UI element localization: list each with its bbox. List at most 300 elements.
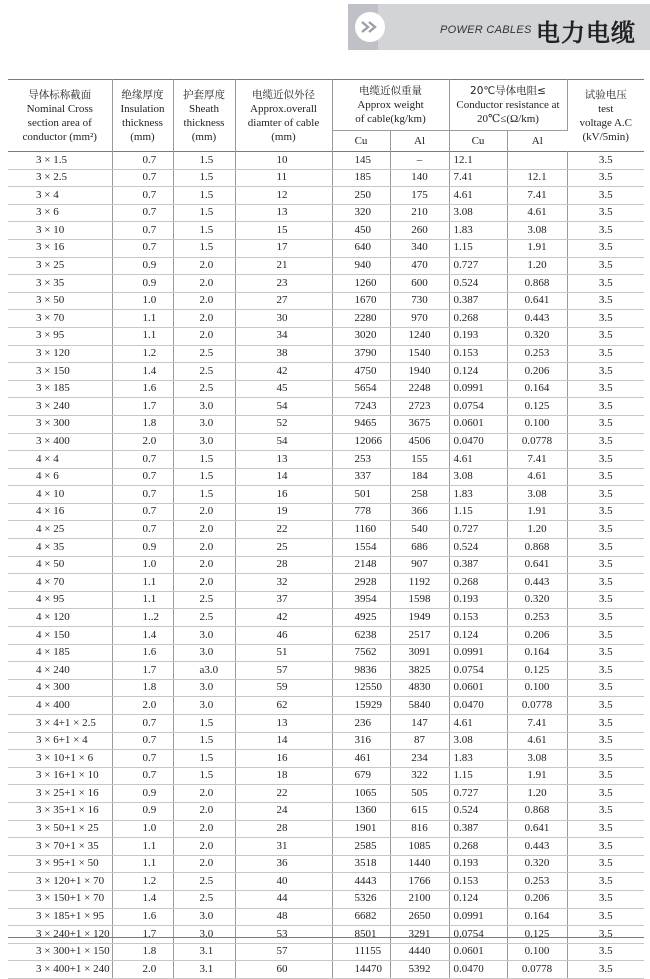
cell-test-voltage: 3.5 bbox=[567, 943, 644, 961]
cell-resistance-cu: 1.15 bbox=[449, 767, 507, 785]
cell-weight-al: 3675 bbox=[390, 415, 449, 433]
cell-weight-al: 600 bbox=[390, 275, 449, 293]
cell-weight-al: 322 bbox=[390, 767, 449, 785]
banner-subtitle: POWER CABLES bbox=[440, 24, 532, 36]
table-row bbox=[8, 539, 644, 557]
cell-insulation: 0.9 bbox=[112, 257, 173, 275]
cell-weight-al: 1949 bbox=[390, 609, 449, 627]
cell-resistance-al: 0.253 bbox=[507, 873, 567, 891]
table-row bbox=[8, 926, 644, 944]
cell-insulation: 1..2 bbox=[112, 609, 173, 627]
table-row bbox=[8, 591, 644, 609]
cell-resistance-al: 4.61 bbox=[507, 204, 567, 222]
cell-resistance-al: 0.100 bbox=[507, 679, 567, 697]
cell-resistance-cu: 0.0470 bbox=[449, 697, 507, 715]
cell-test-voltage: 3.5 bbox=[567, 169, 644, 187]
cell-resistance-al: 1.91 bbox=[507, 503, 567, 521]
cell-insulation: 1.2 bbox=[112, 345, 173, 363]
table-row bbox=[8, 451, 644, 469]
cell-conductor-area: 3 × 6 bbox=[8, 204, 112, 222]
cell-weight-cu: 7562 bbox=[332, 644, 390, 662]
cell-weight-al: 155 bbox=[390, 451, 449, 469]
cell-insulation: 1.6 bbox=[112, 644, 173, 662]
table-row bbox=[8, 486, 644, 504]
table-row bbox=[8, 239, 644, 257]
cell-weight-cu: 461 bbox=[332, 750, 390, 768]
cell-test-voltage: 3.5 bbox=[567, 363, 644, 381]
cell-weight-cu: 236 bbox=[332, 715, 390, 733]
cell-insulation: 0.7 bbox=[112, 169, 173, 187]
cell-conductor-area: 3 × 400 bbox=[8, 433, 112, 451]
cell-resistance-cu: 0.193 bbox=[449, 591, 507, 609]
cell-resistance-al: 7.41 bbox=[507, 715, 567, 733]
cell-diameter: 17 bbox=[235, 239, 332, 257]
cell-test-voltage: 3.5 bbox=[567, 961, 644, 979]
cell-weight-al: – bbox=[390, 152, 449, 170]
cell-resistance-cu: 0.268 bbox=[449, 310, 507, 328]
cell-resistance-al: 0.206 bbox=[507, 890, 567, 908]
cell-insulation: 0.7 bbox=[112, 204, 173, 222]
cell-sheath: 3.0 bbox=[173, 908, 235, 926]
cell-sheath: 2.0 bbox=[173, 521, 235, 539]
cell-test-voltage: 3.5 bbox=[567, 732, 644, 750]
cell-weight-al: 1940 bbox=[390, 363, 449, 381]
cell-weight-cu: 4750 bbox=[332, 363, 390, 381]
cell-insulation: 0.9 bbox=[112, 785, 173, 803]
cell-sheath: 1.5 bbox=[173, 451, 235, 469]
cell-sheath: 3.0 bbox=[173, 627, 235, 645]
cell-resistance-cu: 1.15 bbox=[449, 503, 507, 521]
table-row bbox=[8, 802, 644, 820]
cell-weight-al: 470 bbox=[390, 257, 449, 275]
cell-test-voltage: 3.5 bbox=[567, 926, 644, 944]
cell-sheath: 1.5 bbox=[173, 152, 235, 170]
cell-weight-cu: 1160 bbox=[332, 521, 390, 539]
cell-insulation: 0.9 bbox=[112, 802, 173, 820]
cell-resistance-cu: 0.0754 bbox=[449, 662, 507, 680]
cell-test-voltage: 3.5 bbox=[567, 750, 644, 768]
cell-resistance-cu: 1.83 bbox=[449, 486, 507, 504]
cell-weight-al: 1192 bbox=[390, 574, 449, 592]
cell-sheath: 2.0 bbox=[173, 820, 235, 838]
cell-weight-al: 175 bbox=[390, 187, 449, 205]
cell-test-voltage: 3.5 bbox=[567, 310, 644, 328]
cell-weight-al: 907 bbox=[390, 556, 449, 574]
cell-sheath: 3.1 bbox=[173, 961, 235, 979]
table-row bbox=[8, 433, 644, 451]
cell-resistance-al: 1.91 bbox=[507, 767, 567, 785]
cell-weight-cu: 5654 bbox=[332, 380, 390, 398]
cell-insulation: 1.6 bbox=[112, 380, 173, 398]
cell-weight-cu: 3518 bbox=[332, 855, 390, 873]
cell-diameter: 16 bbox=[235, 486, 332, 504]
cell-resistance-al: 7.41 bbox=[507, 187, 567, 205]
cell-conductor-area: 3 × 70 bbox=[8, 310, 112, 328]
table-row bbox=[8, 838, 644, 856]
cell-test-voltage: 3.5 bbox=[567, 662, 644, 680]
cell-diameter: 62 bbox=[235, 697, 332, 715]
cell-test-voltage: 3.5 bbox=[567, 451, 644, 469]
cell-resistance-al: 0.868 bbox=[507, 275, 567, 293]
cell-conductor-area: 4 × 95 bbox=[8, 591, 112, 609]
cell-weight-cu: 12550 bbox=[332, 679, 390, 697]
cell-conductor-area: 3 × 240 bbox=[8, 398, 112, 416]
cell-resistance-al: 0.125 bbox=[507, 926, 567, 944]
cell-diameter: 14 bbox=[235, 732, 332, 750]
cell-test-voltage: 3.5 bbox=[567, 591, 644, 609]
cell-weight-cu: 6682 bbox=[332, 908, 390, 926]
table-row bbox=[8, 715, 644, 733]
cell-conductor-area: 3 × 4 bbox=[8, 187, 112, 205]
cell-conductor-area: 4 × 185 bbox=[8, 644, 112, 662]
cell-resistance-cu: 0.727 bbox=[449, 521, 507, 539]
cell-diameter: 13 bbox=[235, 451, 332, 469]
cell-test-voltage: 3.5 bbox=[567, 468, 644, 486]
cell-resistance-cu: 0.387 bbox=[449, 556, 507, 574]
cell-insulation: 1.8 bbox=[112, 943, 173, 961]
cell-diameter: 42 bbox=[235, 609, 332, 627]
cell-weight-cu: 337 bbox=[332, 468, 390, 486]
cell-conductor-area: 3 × 2.5 bbox=[8, 169, 112, 187]
cell-sheath: 2.0 bbox=[173, 327, 235, 345]
cell-sheath: 1.5 bbox=[173, 715, 235, 733]
table-row bbox=[8, 275, 644, 293]
cell-conductor-area: 3 × 300 bbox=[8, 415, 112, 433]
cell-resistance-cu: 0.727 bbox=[449, 257, 507, 275]
cell-weight-cu: 15929 bbox=[332, 697, 390, 715]
cell-diameter: 40 bbox=[235, 873, 332, 891]
cell-weight-al: 4506 bbox=[390, 433, 449, 451]
cell-diameter: 54 bbox=[235, 398, 332, 416]
cell-conductor-area: 3 × 150+1 × 70 bbox=[8, 890, 112, 908]
cell-conductor-area: 4 × 50 bbox=[8, 556, 112, 574]
cell-test-voltage: 3.5 bbox=[567, 257, 644, 275]
cell-insulation: 1.7 bbox=[112, 398, 173, 416]
header-resistance-al: Al bbox=[507, 131, 567, 152]
table-row bbox=[8, 750, 644, 768]
cell-weight-al: 340 bbox=[390, 239, 449, 257]
cell-conductor-area: 3 × 120+1 × 70 bbox=[8, 873, 112, 891]
cell-test-voltage: 3.5 bbox=[567, 486, 644, 504]
cell-sheath: 2.0 bbox=[173, 574, 235, 592]
cell-resistance-cu: 4.61 bbox=[449, 715, 507, 733]
cell-resistance-al: 0.868 bbox=[507, 802, 567, 820]
cell-diameter: 21 bbox=[235, 257, 332, 275]
cell-conductor-area: 3 × 16+1 × 10 bbox=[8, 767, 112, 785]
cell-conductor-area: 4 × 4 bbox=[8, 451, 112, 469]
cell-weight-cu: 1554 bbox=[332, 539, 390, 557]
cell-resistance-cu: 0.124 bbox=[449, 363, 507, 381]
table-row bbox=[8, 662, 644, 680]
cell-conductor-area: 3 × 16 bbox=[8, 239, 112, 257]
cell-resistance-cu: 7.41 bbox=[449, 169, 507, 187]
cell-weight-al: 147 bbox=[390, 715, 449, 733]
cell-sheath: 2.5 bbox=[173, 345, 235, 363]
cell-diameter: 59 bbox=[235, 679, 332, 697]
cell-test-voltage: 3.5 bbox=[567, 908, 644, 926]
cell-weight-cu: 12066 bbox=[332, 433, 390, 451]
table-row bbox=[8, 890, 644, 908]
table-row bbox=[8, 574, 644, 592]
cell-sheath: 1.5 bbox=[173, 732, 235, 750]
cell-insulation: 1.0 bbox=[112, 556, 173, 574]
cell-sheath: 2.5 bbox=[173, 363, 235, 381]
cell-weight-cu: 250 bbox=[332, 187, 390, 205]
cell-weight-al: 4830 bbox=[390, 679, 449, 697]
cell-diameter: 31 bbox=[235, 838, 332, 856]
table-row bbox=[8, 855, 644, 873]
table-row bbox=[8, 908, 644, 926]
cell-conductor-area: 3 × 120 bbox=[8, 345, 112, 363]
cell-conductor-area: 3 × 35 bbox=[8, 275, 112, 293]
cell-test-voltage: 3.5 bbox=[567, 327, 644, 345]
cell-resistance-cu: 0.193 bbox=[449, 327, 507, 345]
cell-test-voltage: 3.5 bbox=[567, 275, 644, 293]
cell-test-voltage: 3.5 bbox=[567, 644, 644, 662]
cell-test-voltage: 3.5 bbox=[567, 609, 644, 627]
cell-insulation: 0.9 bbox=[112, 539, 173, 557]
cell-insulation: 1.8 bbox=[112, 679, 173, 697]
cell-conductor-area: 4 × 25 bbox=[8, 521, 112, 539]
cell-test-voltage: 3.5 bbox=[567, 204, 644, 222]
table-row bbox=[8, 363, 644, 381]
cell-weight-al: 5392 bbox=[390, 961, 449, 979]
cell-resistance-al: 0.443 bbox=[507, 574, 567, 592]
header-sheath: 护套厚度 Sheath thickness (mm) bbox=[173, 80, 235, 152]
cell-resistance-al: 7.41 bbox=[507, 451, 567, 469]
cell-resistance-al: 3.08 bbox=[507, 750, 567, 768]
cell-weight-al: 2723 bbox=[390, 398, 449, 416]
cell-sheath: 2.5 bbox=[173, 873, 235, 891]
cell-insulation: 1.7 bbox=[112, 662, 173, 680]
cell-diameter: 38 bbox=[235, 345, 332, 363]
cell-test-voltage: 3.5 bbox=[567, 503, 644, 521]
cell-diameter: 13 bbox=[235, 204, 332, 222]
cell-resistance-al: 0.253 bbox=[507, 609, 567, 627]
cell-resistance-al: 0.868 bbox=[507, 539, 567, 557]
cell-weight-al: 615 bbox=[390, 802, 449, 820]
cell-weight-cu: 940 bbox=[332, 257, 390, 275]
cell-resistance-al: 0.443 bbox=[507, 310, 567, 328]
cell-insulation: 1.1 bbox=[112, 310, 173, 328]
table-body bbox=[8, 152, 644, 979]
cell-test-voltage: 3.5 bbox=[567, 556, 644, 574]
cell-resistance-cu: 4.61 bbox=[449, 187, 507, 205]
cell-weight-al: 2650 bbox=[390, 908, 449, 926]
cell-diameter: 13 bbox=[235, 715, 332, 733]
cell-test-voltage: 3.5 bbox=[567, 785, 644, 803]
cell-conductor-area: 3 × 25+1 × 16 bbox=[8, 785, 112, 803]
cell-insulation: 1.7 bbox=[112, 926, 173, 944]
cell-test-voltage: 3.5 bbox=[567, 802, 644, 820]
cell-weight-cu: 1670 bbox=[332, 292, 390, 310]
cell-test-voltage: 3.5 bbox=[567, 838, 644, 856]
cell-test-voltage: 3.5 bbox=[567, 187, 644, 205]
cell-insulation: 0.7 bbox=[112, 715, 173, 733]
cell-sheath: 1.5 bbox=[173, 187, 235, 205]
table-row bbox=[8, 468, 644, 486]
cell-insulation: 1.1 bbox=[112, 838, 173, 856]
cell-conductor-area: 3 × 25 bbox=[8, 257, 112, 275]
cell-diameter: 27 bbox=[235, 292, 332, 310]
cell-conductor-area: 4 × 150 bbox=[8, 627, 112, 645]
cell-weight-al: 1440 bbox=[390, 855, 449, 873]
cell-weight-cu: 3790 bbox=[332, 345, 390, 363]
cell-weight-cu: 185 bbox=[332, 169, 390, 187]
cell-diameter: 12 bbox=[235, 187, 332, 205]
cell-resistance-cu: 0.0470 bbox=[449, 961, 507, 979]
table-row bbox=[8, 679, 644, 697]
cell-sheath: 2.5 bbox=[173, 591, 235, 609]
cell-conductor-area: 3 × 95+1 × 50 bbox=[8, 855, 112, 873]
cell-diameter: 54 bbox=[235, 433, 332, 451]
cell-resistance-cu: 0.0754 bbox=[449, 926, 507, 944]
cell-resistance-cu: 0.0991 bbox=[449, 644, 507, 662]
cell-insulation: 1.6 bbox=[112, 908, 173, 926]
cell-insulation: 1.4 bbox=[112, 627, 173, 645]
cell-conductor-area: 3 × 150 bbox=[8, 363, 112, 381]
cell-diameter: 36 bbox=[235, 855, 332, 873]
cell-weight-al: 2100 bbox=[390, 890, 449, 908]
cell-diameter: 16 bbox=[235, 750, 332, 768]
cell-resistance-al: 0.320 bbox=[507, 855, 567, 873]
cell-weight-al: 1085 bbox=[390, 838, 449, 856]
cell-sheath: 2.5 bbox=[173, 609, 235, 627]
cell-conductor-area: 4 × 35 bbox=[8, 539, 112, 557]
cell-insulation: 0.9 bbox=[112, 275, 173, 293]
cell-resistance-al: 0.125 bbox=[507, 398, 567, 416]
cell-diameter: 42 bbox=[235, 363, 332, 381]
cell-insulation: 1.1 bbox=[112, 574, 173, 592]
table-row bbox=[8, 820, 644, 838]
cell-resistance-al: 1.20 bbox=[507, 521, 567, 539]
cell-test-voltage: 3.5 bbox=[567, 292, 644, 310]
cell-resistance-cu: 0.524 bbox=[449, 275, 507, 293]
cell-resistance-cu: 0.524 bbox=[449, 802, 507, 820]
cell-diameter: 24 bbox=[235, 802, 332, 820]
header-resistance: 20℃导体电阻≤ Conductor resistance at 20℃≤(Ω/km) bbox=[449, 80, 567, 131]
cell-diameter: 34 bbox=[235, 327, 332, 345]
cell-resistance-cu: 0.153 bbox=[449, 609, 507, 627]
cell-diameter: 18 bbox=[235, 767, 332, 785]
cell-weight-al: 87 bbox=[390, 732, 449, 750]
cell-weight-cu: 1360 bbox=[332, 802, 390, 820]
cell-conductor-area: 3 × 6+1 × 4 bbox=[8, 732, 112, 750]
cell-diameter: 53 bbox=[235, 926, 332, 944]
cell-resistance-cu: 0.387 bbox=[449, 292, 507, 310]
cell-resistance-al: 0.164 bbox=[507, 644, 567, 662]
cell-weight-al: 686 bbox=[390, 539, 449, 557]
cell-resistance-cu: 0.193 bbox=[449, 855, 507, 873]
cell-weight-cu: 679 bbox=[332, 767, 390, 785]
table-row bbox=[8, 327, 644, 345]
cell-test-voltage: 3.5 bbox=[567, 697, 644, 715]
cell-resistance-cu: 0.153 bbox=[449, 873, 507, 891]
cell-diameter: 52 bbox=[235, 415, 332, 433]
cell-diameter: 11 bbox=[235, 169, 332, 187]
cell-resistance-cu: 0.268 bbox=[449, 574, 507, 592]
table-row bbox=[8, 627, 644, 645]
cell-resistance-cu: 0.524 bbox=[449, 539, 507, 557]
cell-resistance-al: 0.320 bbox=[507, 591, 567, 609]
header-voltage: 试验电压 test voltage A.C (kV/5min) bbox=[579, 88, 633, 143]
cell-sheath: 1.5 bbox=[173, 486, 235, 504]
table-row bbox=[8, 943, 644, 961]
cell-weight-al: 730 bbox=[390, 292, 449, 310]
cell-insulation: 0.7 bbox=[112, 521, 173, 539]
cell-sheath: 2.0 bbox=[173, 292, 235, 310]
cell-diameter: 28 bbox=[235, 820, 332, 838]
cell-weight-al: 816 bbox=[390, 820, 449, 838]
cell-sheath: 3.0 bbox=[173, 644, 235, 662]
cell-insulation: 0.7 bbox=[112, 187, 173, 205]
cell-conductor-area: 3 × 300+1 × 150 bbox=[8, 943, 112, 961]
cell-test-voltage: 3.5 bbox=[567, 767, 644, 785]
cell-resistance-al: 0.125 bbox=[507, 662, 567, 680]
cell-test-voltage: 3.5 bbox=[567, 679, 644, 697]
cell-diameter: 25 bbox=[235, 539, 332, 557]
cell-resistance-cu: 0.0991 bbox=[449, 380, 507, 398]
table-row bbox=[8, 310, 644, 328]
cell-sheath: 2.0 bbox=[173, 855, 235, 873]
cell-insulation: 0.7 bbox=[112, 767, 173, 785]
cell-sheath: 1.5 bbox=[173, 204, 235, 222]
cell-weight-cu: 4443 bbox=[332, 873, 390, 891]
cell-test-voltage: 3.5 bbox=[567, 873, 644, 891]
cell-test-voltage: 3.5 bbox=[567, 855, 644, 873]
cell-resistance-cu: 0.0601 bbox=[449, 679, 507, 697]
cell-weight-cu: 4925 bbox=[332, 609, 390, 627]
cell-insulation: 0.7 bbox=[112, 486, 173, 504]
cell-weight-al: 258 bbox=[390, 486, 449, 504]
cell-resistance-al: 0.100 bbox=[507, 415, 567, 433]
cell-diameter: 19 bbox=[235, 503, 332, 521]
cell-conductor-area: 3 × 185 bbox=[8, 380, 112, 398]
cell-resistance-cu: 3.08 bbox=[449, 468, 507, 486]
table-row bbox=[8, 732, 644, 750]
cell-weight-cu: 1901 bbox=[332, 820, 390, 838]
table-row bbox=[8, 169, 644, 187]
cell-weight-cu: 320 bbox=[332, 204, 390, 222]
cell-weight-cu: 2148 bbox=[332, 556, 390, 574]
cell-insulation: 0.7 bbox=[112, 152, 173, 170]
cell-weight-cu: 640 bbox=[332, 239, 390, 257]
cell-test-voltage: 3.5 bbox=[567, 415, 644, 433]
table-row bbox=[8, 873, 644, 891]
cell-resistance-cu: 3.08 bbox=[449, 204, 507, 222]
cell-conductor-area: 4 × 240 bbox=[8, 662, 112, 680]
cell-conductor-area: 3 × 70+1 × 35 bbox=[8, 838, 112, 856]
cell-weight-al: 3091 bbox=[390, 644, 449, 662]
cell-test-voltage: 3.5 bbox=[567, 539, 644, 557]
table-row bbox=[8, 767, 644, 785]
cell-weight-al: 3291 bbox=[390, 926, 449, 944]
cell-weight-cu: 450 bbox=[332, 222, 390, 240]
cell-sheath: 1.5 bbox=[173, 169, 235, 187]
cell-sheath: 1.5 bbox=[173, 750, 235, 768]
table-row bbox=[8, 380, 644, 398]
cell-weight-al: 260 bbox=[390, 222, 449, 240]
cell-conductor-area: 3 × 50+1 × 25 bbox=[8, 820, 112, 838]
cell-conductor-area: 3 × 185+1 × 95 bbox=[8, 908, 112, 926]
cell-insulation: 0.7 bbox=[112, 468, 173, 486]
table-row bbox=[8, 187, 644, 205]
cell-resistance-cu: 0.0754 bbox=[449, 398, 507, 416]
table-bottom-rule bbox=[8, 937, 644, 938]
cell-diameter: 28 bbox=[235, 556, 332, 574]
cell-resistance-al: 0.206 bbox=[507, 627, 567, 645]
cell-resistance-al: 0.641 bbox=[507, 820, 567, 838]
